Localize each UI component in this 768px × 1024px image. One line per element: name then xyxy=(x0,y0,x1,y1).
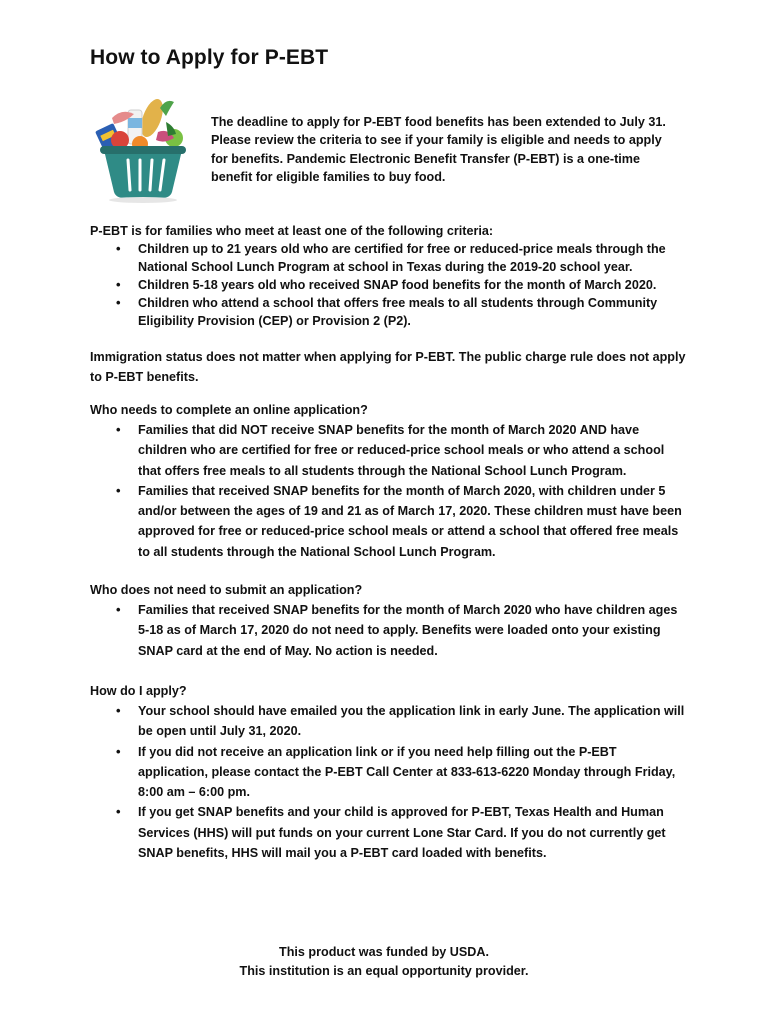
who-needs-heading: Who needs to complete an online application? xyxy=(90,403,368,417)
criteria-item: • Children who attend a school that offers free meals to all students through Community Eligibility Provision (CEP) or Provision 2 (P2). xyxy=(90,294,690,330)
who-not-list xyxy=(90,600,690,661)
who-not-heading: Who does not need to submit an application? xyxy=(90,583,363,597)
criteria-item: • Children up to 21 years old who are certified for free or reduced-price meals through the National School Lunch Program at school in Texas during the 2019-20 school year. xyxy=(90,240,690,276)
how-apply-item: • If you did not receive an application link or if you need help filling out the P-EBT application, please contact the P-EBT Call Center at 833-613-6220 Monday through Friday, 8:00 am – 6:00 pm. xyxy=(90,742,690,803)
how-apply-heading: How do I apply? xyxy=(90,684,187,698)
who-needs-section xyxy=(90,400,690,562)
how-apply-list xyxy=(90,701,690,863)
immigration-note: Immigration status does not matter when applying for P-EBT. The public charge rule does not apply to P-EBT benefits. xyxy=(90,350,686,384)
intro-paragraph: The deadline to apply for P-EBT food benefits has been extended to July 31. Please review the criteria to see if your family is eligible and needs to apply for benefits. Pandemic Electronic Benefit Transfer (P-EBT) is a one-time benefit for eligible families to buy food. xyxy=(211,115,666,184)
immigration-section xyxy=(90,347,690,387)
who-needs-item: • Families that received SNAP benefits for the month of March 2020, with children under 5 and/or between the ages of 19 and 21 as of March 17, 2020. These children must have been approved for free or reduced-price school meals or attend a school that offered free meals to all students through the National School Lunch Program. xyxy=(90,481,690,562)
how-apply-item: • Your school should have emailed you the application link in early June. The application will be open until July 31, 2020. xyxy=(90,701,690,742)
how-apply-section xyxy=(90,681,690,863)
page-title: How to Apply for P-EBT xyxy=(90,46,329,69)
who-not-item: • Families that received SNAP benefits for the month of March 2020 who have children ages 5-18 as of March 17, 2020 do not need to apply. Benefits were loaded onto your existing SNAP card at the end of May. No action is needed. xyxy=(90,600,690,661)
who-not-section xyxy=(90,580,690,661)
criteria-list xyxy=(90,240,690,330)
criteria-item: • Children 5-18 years old who received SNAP food benefits for the month of March 2020. xyxy=(90,276,690,294)
criteria-lead: P-EBT is for families who meet at least one of the following criteria: xyxy=(90,224,494,238)
who-needs-list xyxy=(90,420,690,562)
footer-funding: This product was funded by USDA. xyxy=(279,945,489,959)
footer-equal-opportunity: This institution is an equal opportunity provider. xyxy=(239,963,529,978)
footer xyxy=(0,943,768,980)
who-needs-item: • Families that did NOT receive SNAP benefits for the month of March 2020 AND have children who are certified for free or reduced-price school meals or who attend a school that offers free meals to all students through the National School Lunch Program. xyxy=(90,420,690,481)
grocery-basket-icon xyxy=(90,96,196,206)
how-apply-item: • If you get SNAP benefits and your child is approved for P-EBT, Texas Health and Human Services (HHS) will put funds on your current Lone Star Card. If you do not currently get SNAP benefits, HHS will mail you a P-EBT card loaded with benefits. xyxy=(90,802,690,863)
criteria-section xyxy=(90,222,690,330)
